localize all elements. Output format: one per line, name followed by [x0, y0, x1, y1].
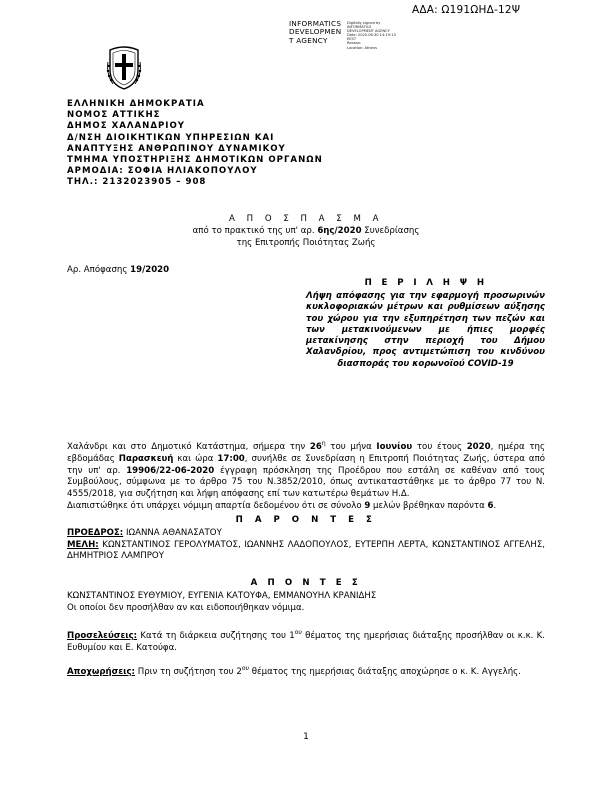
header-line: ΑΝΑΠΤΥΞΗΣ ΑΝΘΡΩΠΙΝΟΥ ΔΥΝΑΜΙΚΟΥ [67, 143, 286, 154]
members-label: ΜΕΛΗ: [67, 539, 99, 550]
text: μελών βρέθηκαν παρόντα [370, 500, 488, 511]
text: και ώρα [173, 453, 218, 464]
text: έγγραφη πρόσκληση της Προέδρου που εστάλη σε καθέναν από τους Συμβούλους, σύμφωνα με το άρθρο 75 του Ν.3852/2010, όπως αντικαταστάθηκε με το άρθρο 77 του Ν. 4555/2018, για συζήτηση και λήψη απόφασης επί των κατωτέρω θεμάτων Η.Δ. [67, 465, 545, 500]
absent-names: ΚΩΝΣΤΑΝΤΙΝΟΣ ΕΥΘΥΜΙΟΥ, ΕΥΓΕΝΙΑ ΚΑΤΟΥΦΑ, ΕΜΜΑΝΟΥΗΛ ΚΡΑΝΙΔΗΣ [67, 591, 377, 601]
text: . [493, 500, 497, 511]
document-title: Α Π Ο Σ Π Α Σ Μ Α [229, 214, 383, 224]
signature-line: Location: Athens [347, 45, 377, 50]
chair-label: ΠΡΟΕΔΡΟΣ: [67, 528, 124, 538]
absent-note: Οι οποίοι δεν προσήλθαν αν και ειδοποιήθηκαν νόμιμα. [67, 602, 305, 613]
text: Χαλάνδρι και στο Δημοτικό Κατάστημα, σήμερα την [67, 442, 310, 452]
superscript: ου [241, 665, 249, 673]
signature-line: EEST [347, 37, 357, 42]
summary-text: Λήψη απόφασης για την εφαρμογή προσωρινών κυκλοφοριακών μέτρων και ρυθμίσεων αύξησης του χώρου για την εξυπηρέτηση των πεζών και των μετακινούμενων με ήπιες μορφές μετακίνησης στην περιοχή του Δήμου Χαλανδρίου, προς αντιμετώπιση του κινδύνου διασποράς του κορωνοϊού COVID-19 [306, 291, 545, 369]
departures-label: Αποχωρήσεις: [67, 667, 135, 677]
committee-name: της Επιτροπής Ποιότητας Ζωής [236, 238, 376, 248]
text: θέματος της ημερήσιας διάταξης προσήλθαν οι κ.κ. Κ. Ευθυμίου και Ε. Κατούφα. [67, 631, 545, 653]
greek-emblem-icon [105, 44, 143, 90]
absent-title: Α Π Ο Ν Τ Ε Σ [250, 578, 362, 588]
session-number: 6ης/2020 [317, 226, 362, 236]
signature-line: Reason: [347, 41, 362, 46]
signature-line: DEVELOPMENT AGENCY [347, 29, 390, 34]
chair-line [67, 528, 545, 540]
issuing-authority-header [67, 99, 323, 189]
informatics-line: INFORMATICS [289, 19, 342, 28]
present-members: 6 [487, 500, 494, 511]
arrivals-paragraph [67, 631, 545, 655]
arrivals-label: Προσελεύσεις: [67, 631, 138, 641]
header-line: ΤΜΗΜΑ ΥΠΟΣΤΗΡΙΞΗΣ ΔΗΜΟΤΙΚΩΝ ΟΡΓΑΝΩΝ [67, 155, 323, 166]
minutes-reference-text: Συνεδρίασης [361, 226, 420, 236]
header-line: ΕΛΛΗΝΙΚΗ ΔΗΜΟΚΡΑΤΙΑ [67, 99, 205, 109]
informatics-line: DEVELOPMEN [289, 27, 342, 37]
text: , συνήλθε σε Συνεδρίαση η Επιτροπή Ποιότητας Ζωής, ύστερα από την υπ' αρ. [67, 453, 545, 476]
digital-signature-block [347, 21, 396, 50]
decision-number [67, 265, 169, 275]
departures-paragraph [67, 667, 545, 679]
text: Διαπιστώθηκε ότι υπάρχει νόμιμη απαρτία δεδομένου ότι σε σύνολο [67, 500, 365, 511]
members-names: ΚΩΝΣΤΑΝΤΙΝΟΣ ΓΕΡΟΛΥΜΑΤΟΣ, ΙΩΑΝΝΗΣ ΛΑΔΟΠΟΥΛΟΣ, ΕΥΤΕΡΠΗ ΛΕΡΤΑ, ΚΩΝΣΤΑΝΤΙΝΟΣ ΑΓΓΕΛΗΣ, ΔΗΜΗΤΡΙΟΣ ΛΑΜΠΡΟΥ [67, 539, 545, 562]
present-list [67, 528, 545, 563]
header-line: Δ/ΝΣΗ ΔΙΟΙΚΗΤΙΚΩΝ ΥΠΗΡΕΣΙΩΝ ΚΑΙ [67, 132, 275, 143]
text: Πριν τη συζήτηση του 2 [135, 667, 242, 677]
header-line: ΤΗΛ.: 2132023905 – 908 [67, 177, 207, 188]
day: 26 [309, 442, 322, 452]
year: 2020 [466, 442, 491, 452]
text: θέματος της ημερήσιας διάταξης αποχώρησε ο κ. Κ. Αγγελής. [249, 667, 521, 677]
minutes-reference-text: από το πρακτικό της υπ' αρ. [192, 226, 318, 236]
minutes-reference [0, 226, 612, 236]
month: Ιουνίου [376, 442, 413, 452]
text: , ημέρα της εβδομάδας [67, 442, 545, 464]
weekday: Παρασκευή [118, 453, 174, 464]
informatics-line: T AGENCY [289, 35, 328, 45]
total-members: 9 [364, 500, 371, 511]
informatics-stamp [289, 20, 341, 45]
invitation-number: 19906/22-06-2020 [126, 465, 215, 476]
signature-line: INFORMATICS [347, 25, 372, 30]
members-line [67, 540, 545, 563]
text: Κατά τη διάρκεια συζήτησης του 1 [137, 631, 295, 641]
text: του έτους [412, 442, 467, 452]
superscript: η [321, 440, 326, 448]
present-title: Π Α Ρ Ο Ν Τ Ε Σ [235, 515, 377, 525]
decision-label: Αρ. Απόφασης [67, 265, 131, 275]
summary-title: Π Ε Ρ Ι Λ Η Ψ Η [364, 278, 488, 288]
signature-line: Digitally signed by [347, 21, 381, 25]
header-line: ΝΟΜΟΣ ΑΤΤΙΚΗΣ [67, 110, 161, 121]
decision-value: 19/2020 [130, 265, 170, 275]
absent-list [67, 591, 545, 614]
chair-name: ΙΩΑΝΝΑ ΑΘΑΝΑΣΑΤΟΥ [123, 528, 222, 538]
superscript: ου [294, 629, 302, 637]
ada-code: ΑΔΑ: Ω191ΩΗΔ-12Ψ [412, 4, 521, 16]
signature-line: Date: 2020.06.30 14:19:13 [347, 33, 396, 38]
page-number: 1 [303, 732, 309, 742]
header-line: ΔΗΜΟΣ ΧΑΛΑΝΔΡΙΟΥ [67, 121, 186, 132]
time: 17:00 [217, 453, 245, 464]
header-line: ΑΡΜΟΔΙΑ: ΣΟΦΙΑ ΗΛΙΑΚΟΠΟΥΛΟΥ [67, 166, 258, 177]
session-paragraph [67, 442, 545, 513]
text: του μήνα [325, 442, 377, 452]
